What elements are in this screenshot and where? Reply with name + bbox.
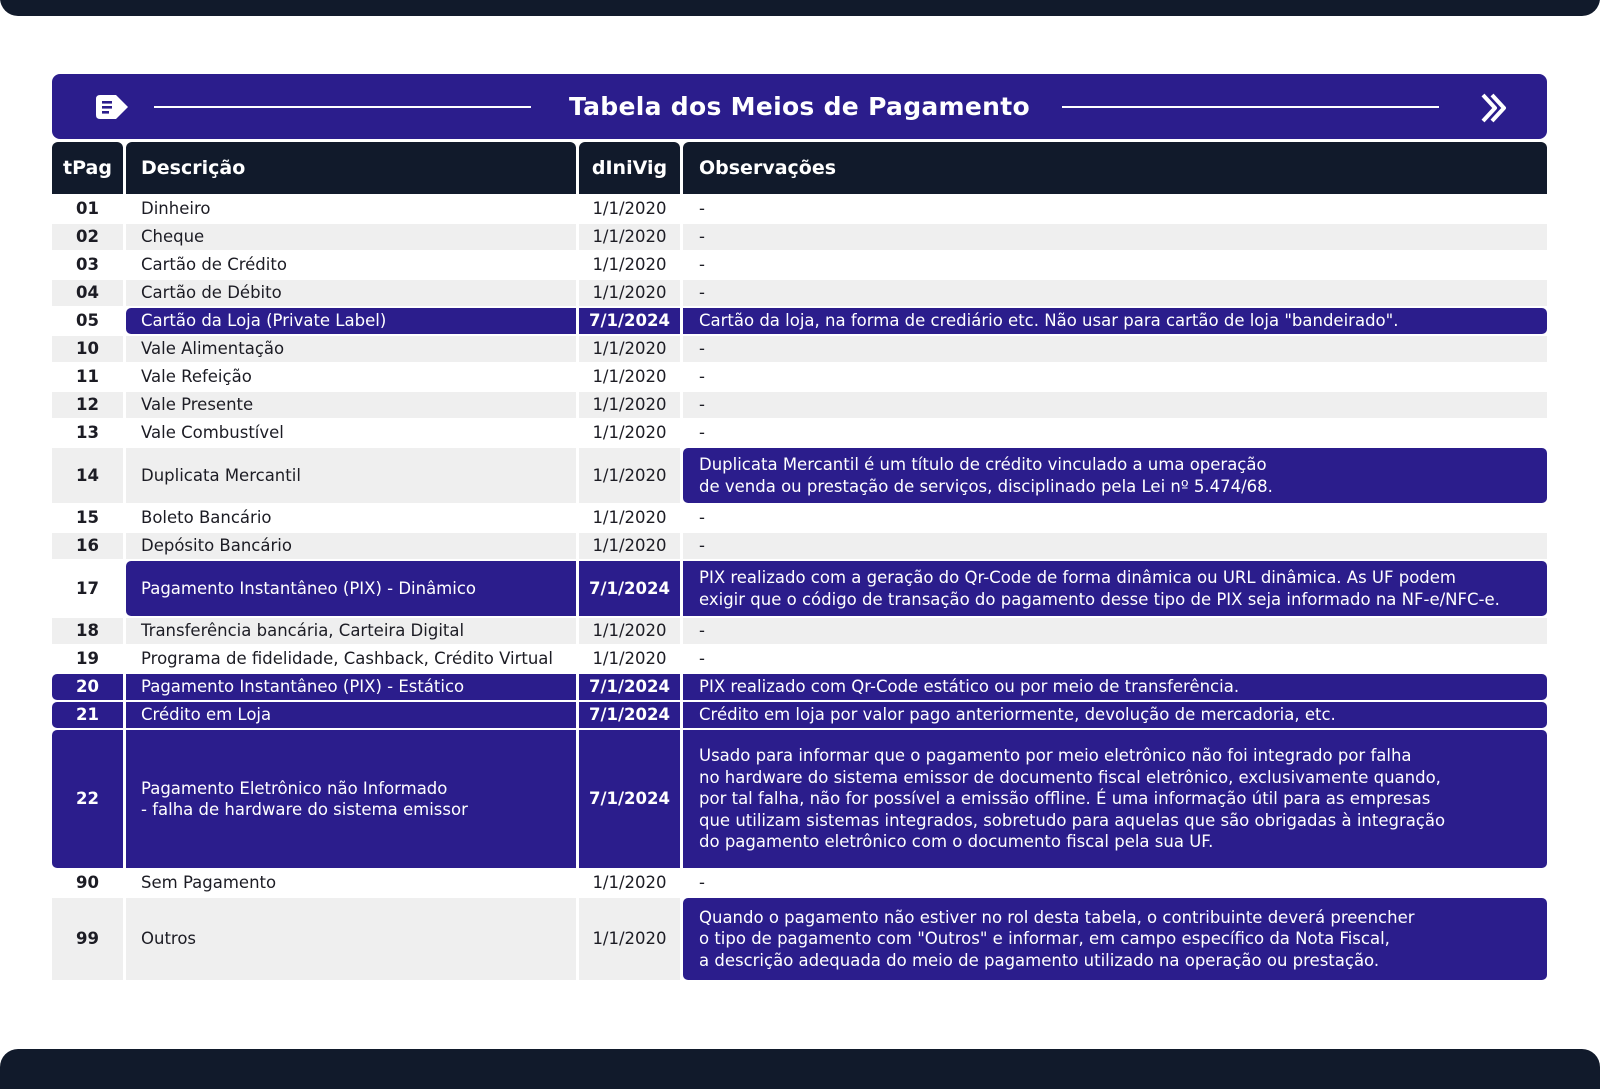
description-cell — [126, 618, 576, 644]
table-row — [52, 196, 1547, 222]
date-cell — [579, 308, 680, 334]
date-cell-text: 1/1/2020 — [592, 199, 667, 219]
observations-cell-text: Quando o pagamento não estiver no rol desta tabela, o contribuinte deverá preencher o tipo de pagamento com "Outros" e informar, em campo específico da Nota Fiscal, a descrição adequada do meio de pagamento utilizado na operação ou prestação. — [699, 907, 1415, 970]
observations-cell — [683, 252, 1547, 278]
code-cell — [52, 280, 123, 306]
date-cell-text: 1/1/2020 — [592, 227, 667, 247]
date-cell-text: 1/1/2020 — [592, 508, 667, 528]
date-cell-text: 1/1/2020 — [592, 536, 667, 556]
date-cell — [579, 702, 680, 728]
observations-cell — [683, 308, 1547, 334]
code-cell-text: 90 — [76, 873, 99, 893]
code-cell — [52, 420, 123, 446]
description-cell-text: Dinheiro — [141, 199, 211, 219]
date-cell — [579, 364, 680, 390]
description-cell-text: Vale Alimentação — [141, 339, 285, 359]
table-row — [52, 364, 1547, 390]
code-cell — [52, 533, 123, 559]
description-cell — [126, 252, 576, 278]
date-cell — [579, 730, 680, 868]
date-cell-text: 1/1/2020 — [592, 621, 667, 641]
observations-cell-text: - — [699, 339, 705, 359]
description-cell-text: Pagamento Eletrônico não Informado - falha de hardware do sistema emissor — [141, 778, 468, 819]
observations-cell-text: - — [699, 873, 705, 893]
code-cell-text: 21 — [76, 705, 99, 725]
code-cell-text: 03 — [76, 255, 99, 275]
date-cell — [579, 252, 680, 278]
date-cell-text: 1/1/2020 — [592, 395, 667, 415]
observations-cell — [683, 196, 1547, 222]
date-cell-text: 1/1/2020 — [592, 423, 667, 443]
table-row — [52, 561, 1547, 616]
table-row — [52, 505, 1547, 531]
code-cell-text: 16 — [76, 536, 99, 556]
description-cell-text: Boleto Bancário — [141, 508, 272, 528]
table-row — [52, 898, 1547, 980]
code-cell-text: 18 — [76, 621, 99, 641]
date-cell — [579, 280, 680, 306]
code-cell — [52, 618, 123, 644]
table-row — [52, 646, 1547, 672]
date-cell — [579, 336, 680, 362]
description-cell-text: Outros — [141, 929, 197, 949]
description-cell — [126, 364, 576, 390]
description-cell — [126, 420, 576, 446]
date-cell — [579, 533, 680, 559]
observations-cell — [683, 280, 1547, 306]
code-cell-text: 15 — [76, 508, 99, 528]
description-cell — [126, 674, 576, 700]
description-cell-text: Cartão de Crédito — [141, 255, 287, 275]
observations-cell-text: - — [699, 621, 705, 641]
description-cell — [126, 392, 576, 418]
description-cell — [126, 280, 576, 306]
description-cell — [126, 336, 576, 362]
code-cell-text: 13 — [76, 423, 99, 443]
code-cell-text: 04 — [76, 283, 99, 303]
description-cell-text: Crédito em Loja — [141, 705, 272, 725]
code-cell — [52, 898, 123, 980]
code-cell — [52, 702, 123, 728]
table-row — [52, 308, 1547, 334]
observations-cell-text: - — [699, 395, 705, 415]
observations-cell-text: Crédito em loja por valor pago anteriormente, devolução de mercadoria, etc. — [699, 705, 1336, 725]
observations-cell-text: - — [699, 227, 705, 247]
description-cell-text: Transferência bancária, Carteira Digital — [141, 621, 465, 641]
code-cell-text: 05 — [76, 311, 99, 331]
date-cell — [579, 674, 680, 700]
code-cell — [52, 224, 123, 250]
description-cell — [126, 224, 576, 250]
date-cell-text: 7/1/2024 — [589, 311, 670, 331]
date-cell — [579, 196, 680, 222]
date-cell — [579, 224, 680, 250]
double-chevron-right-icon — [1480, 92, 1510, 124]
description-cell — [126, 561, 576, 616]
code-cell — [52, 336, 123, 362]
date-cell-text: 1/1/2020 — [592, 929, 667, 949]
description-cell-text: Depósito Bancário — [141, 536, 292, 556]
observations-cell — [683, 420, 1547, 446]
observations-cell — [683, 561, 1547, 616]
description-cell-text: Cartão de Débito — [141, 283, 282, 303]
date-cell-text: 7/1/2024 — [589, 789, 670, 809]
observations-cell — [683, 224, 1547, 250]
header-description: Descrição — [126, 142, 576, 194]
date-cell-text: 7/1/2024 — [589, 578, 670, 598]
description-cell-text: Cartão da Loja (Private Label) — [141, 311, 387, 331]
observations-cell-text: PIX realizado com Qr-Code estático ou por meio de transferência. — [699, 677, 1240, 697]
description-cell-text: Pagamento Instantâneo (PIX) - Dinâmico — [141, 578, 477, 598]
observations-cell — [683, 448, 1547, 503]
date-cell — [579, 448, 680, 503]
code-cell-text: 20 — [76, 677, 99, 697]
observations-cell — [683, 533, 1547, 559]
code-cell — [52, 561, 123, 616]
description-cell — [126, 870, 576, 896]
observations-cell-text: - — [699, 255, 705, 275]
date-cell — [579, 646, 680, 672]
observations-cell — [683, 364, 1547, 390]
observations-cell-text: - — [699, 199, 705, 219]
code-cell — [52, 730, 123, 868]
observations-cell-text: Duplicata Mercantil é um título de crédito vinculado a uma operação de venda ou prestação de serviços, disciplinado pela Lei nº 5.474/68. — [699, 455, 1273, 496]
description-cell — [126, 533, 576, 559]
date-cell-text: 1/1/2020 — [592, 367, 667, 387]
observations-cell — [683, 618, 1547, 644]
observations-cell-text: PIX realizado com a geração do Qr-Code de forma dinâmica ou URL dinâmica. As UF podem exigir que o código de transação do pagamento desse tipo de PIX seja informado na NF-e/NFC-e. — [699, 568, 1500, 609]
code-cell — [52, 364, 123, 390]
bottom-band — [0, 1049, 1600, 1089]
page-title: Tabela dos Meios de Pagamento — [569, 92, 1030, 121]
observations-cell-text: - — [699, 508, 705, 528]
date-cell — [579, 420, 680, 446]
code-cell — [52, 448, 123, 503]
date-cell-text: 7/1/2024 — [589, 677, 670, 697]
code-cell — [52, 308, 123, 334]
observations-cell-text: - — [699, 367, 705, 387]
description-cell — [126, 898, 576, 980]
table-row — [52, 674, 1547, 700]
table-row — [52, 420, 1547, 446]
observations-cell — [683, 870, 1547, 896]
date-cell-text: 1/1/2020 — [592, 283, 667, 303]
date-cell-text: 1/1/2020 — [592, 255, 667, 275]
title-banner — [52, 74, 1547, 139]
description-cell — [126, 308, 576, 334]
observations-cell-text: Cartão da loja, na forma de crediário etc. Não usar para cartão de loja "bandeirado". — [699, 311, 1399, 331]
code-cell-text: 12 — [76, 395, 99, 415]
date-cell — [579, 392, 680, 418]
observations-cell-text: Usado para informar que o pagamento por meio eletrônico não foi integrado por falha no hardware do sistema emissor de documento fiscal eletrônico, exclusivamente quando, por tal falha, não for possível a emissão offline. É uma informação útil para as empresas que utilizam sistemas integrados, sobretudo para aquelas que são obrigadas à integração do pagamento eletrônico com o documento fiscal pela sua UF. — [699, 746, 1446, 852]
date-cell-text: 1/1/2020 — [592, 649, 667, 669]
description-cell — [126, 702, 576, 728]
code-cell — [52, 674, 123, 700]
observations-cell-text: - — [699, 649, 705, 669]
code-cell-text: 99 — [76, 929, 99, 949]
observations-cell — [683, 702, 1547, 728]
code-cell-text: 01 — [76, 199, 99, 219]
observations-cell-text: - — [699, 283, 705, 303]
description-cell — [126, 646, 576, 672]
table-row — [52, 336, 1547, 362]
observations-cell — [683, 730, 1547, 868]
description-cell — [126, 730, 576, 868]
description-cell-text: Duplicata Mercantil — [141, 465, 301, 485]
date-cell-text: 1/1/2020 — [592, 873, 667, 893]
payment-table — [52, 142, 1547, 982]
table-row — [52, 533, 1547, 559]
table-header-row — [52, 142, 1547, 194]
date-cell — [579, 505, 680, 531]
observations-cell-text: - — [699, 536, 705, 556]
observations-cell — [683, 505, 1547, 531]
header-observations: Observações — [683, 142, 1547, 194]
observations-cell — [683, 898, 1547, 980]
description-cell-text: Sem Pagamento — [141, 873, 277, 893]
table-row — [52, 392, 1547, 418]
table-row — [52, 730, 1547, 868]
code-cell-text: 22 — [76, 789, 99, 809]
date-cell-text: 1/1/2020 — [592, 339, 667, 359]
description-cell-text: Vale Refeição — [141, 367, 252, 387]
date-cell-text: 7/1/2024 — [589, 705, 670, 725]
code-cell — [52, 505, 123, 531]
description-cell-text: Pagamento Instantâneo (PIX) - Estático — [141, 677, 465, 697]
code-cell-text: 11 — [76, 367, 99, 387]
code-cell — [52, 646, 123, 672]
date-cell — [579, 618, 680, 644]
top-band — [0, 0, 1600, 16]
code-cell — [52, 252, 123, 278]
observations-cell — [683, 674, 1547, 700]
table-row — [52, 448, 1547, 503]
table-row — [52, 618, 1547, 644]
date-cell — [579, 561, 680, 616]
observations-cell — [683, 336, 1547, 362]
code-cell-text: 17 — [76, 578, 99, 598]
observations-cell — [683, 392, 1547, 418]
table-row — [52, 870, 1547, 896]
table-row — [52, 702, 1547, 728]
code-cell — [52, 870, 123, 896]
observations-cell-text: - — [699, 423, 705, 443]
banner-line-right — [1062, 106, 1439, 108]
description-cell-text: Cheque — [141, 227, 205, 247]
table-row — [52, 280, 1547, 306]
date-cell — [579, 870, 680, 896]
description-cell — [126, 505, 576, 531]
description-cell-text: Vale Presente — [141, 395, 254, 415]
table-row — [52, 224, 1547, 250]
description-cell-text: Programa de fidelidade, Cashback, Crédito Virtual — [141, 649, 553, 669]
header-date: dIniVig — [579, 142, 680, 194]
code-cell — [52, 392, 123, 418]
description-cell-text: Vale Combustível — [141, 423, 284, 443]
description-cell — [126, 196, 576, 222]
code-cell — [52, 196, 123, 222]
date-cell-text: 1/1/2020 — [592, 465, 667, 485]
observations-cell — [683, 646, 1547, 672]
header-code: tPag — [52, 142, 123, 194]
code-cell-text: 02 — [76, 227, 99, 247]
date-cell — [579, 898, 680, 980]
code-cell-text: 10 — [76, 339, 99, 359]
description-cell — [126, 448, 576, 503]
code-cell-text: 14 — [76, 465, 99, 485]
table-row — [52, 252, 1547, 278]
code-cell-text: 19 — [76, 649, 99, 669]
